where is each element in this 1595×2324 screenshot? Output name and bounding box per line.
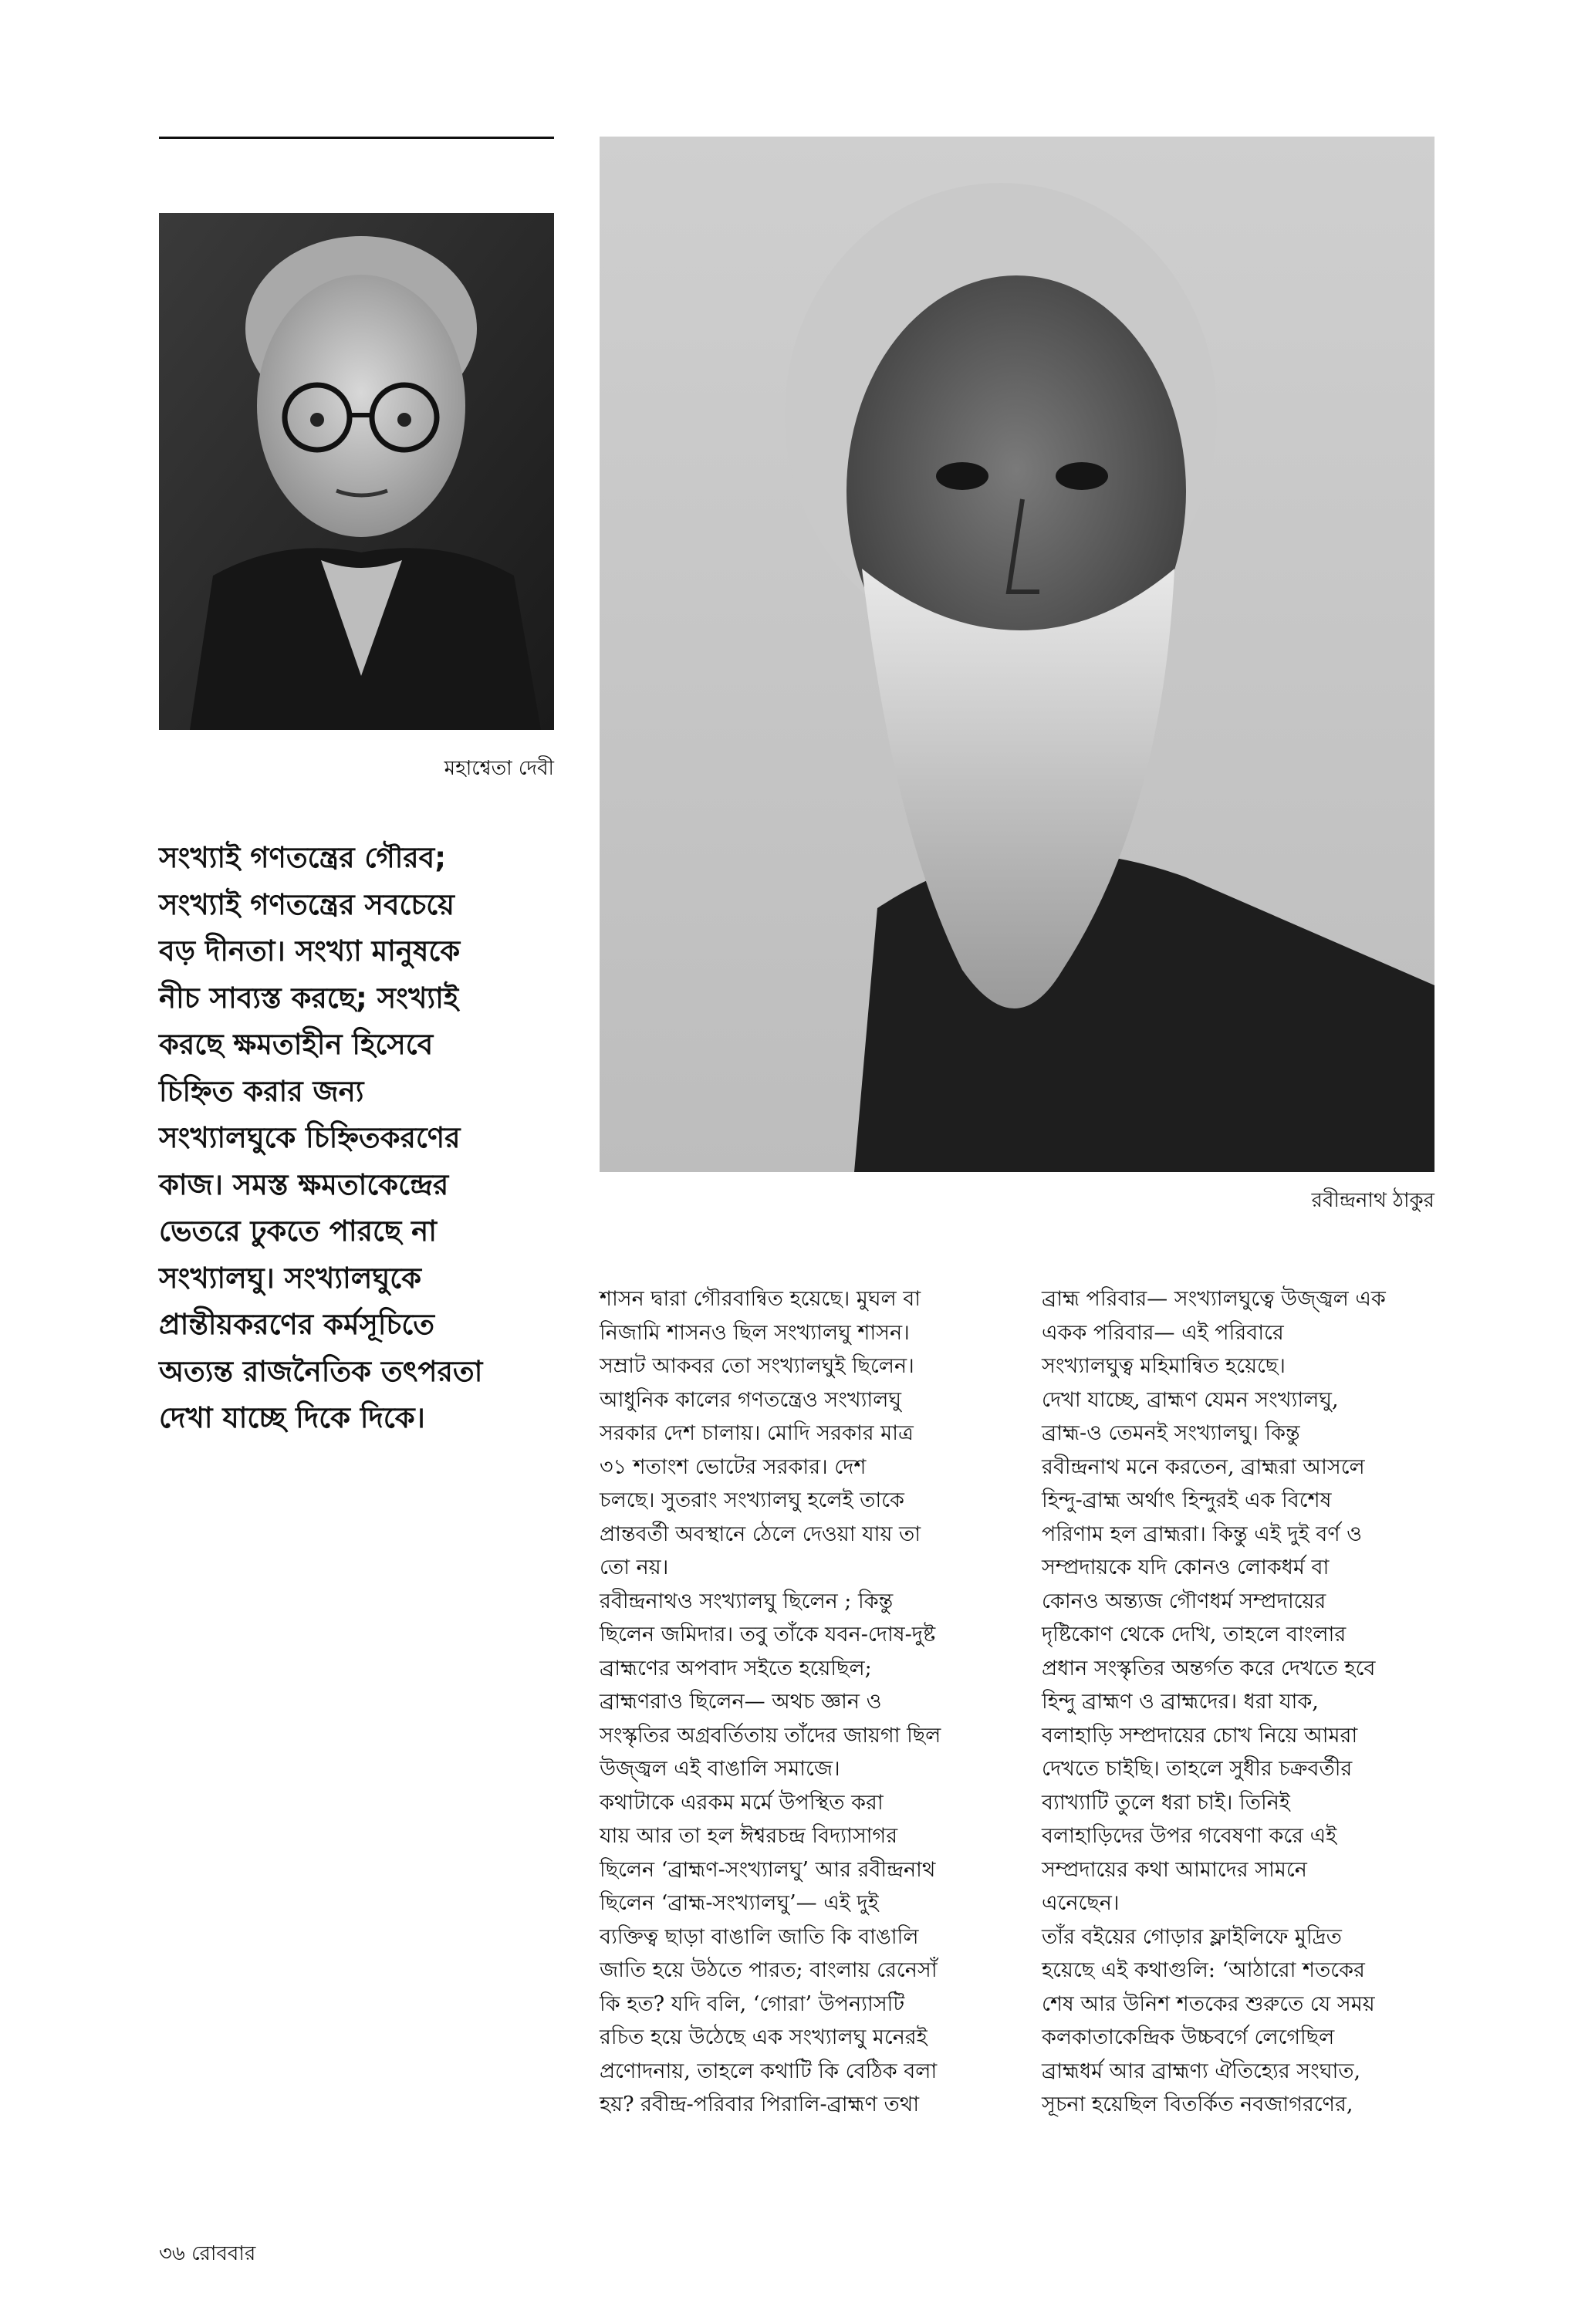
body-line: দৃষ্টিকোণ থেকে দেখি, তাহলে বাংলার xyxy=(1042,1623,1347,1647)
body-line: ছিলেন ‘ব্রাহ্ম-সংখ্যালঘু’— এই দুই xyxy=(600,1891,879,1915)
body-line: রবীন্দ্রনাথ মনে করতেন, ব্রাহ্মরা আসলে xyxy=(1042,1454,1365,1479)
body-line: কি হত? যদি বলি, ‘গোরা’ উপন্যাসটি xyxy=(600,1991,905,2016)
pull-quote-line: দেখা যাচ্ছে দিকে দিকে। xyxy=(159,1401,425,1434)
pull-quote-line: সংখ্যালঘুকে চিহ্নিতকরণের xyxy=(159,1121,461,1154)
body-line: সংখ্যালঘুত্ব মহিমান্বিত হয়েছে। xyxy=(1042,1354,1286,1378)
body-line: ব্রাহ্ম পরিবার— সংখ্যালঘুত্বে উজ্জ্বল এক xyxy=(1042,1287,1386,1311)
body-line: শেষ আর উনিশ শতকের শুরুতে যে সময় xyxy=(1042,1991,1375,2016)
body-line: রবীন্দ্রনাথও সংখ্যালঘু ছিলেন ; কিন্তু xyxy=(600,1589,894,1613)
body-line: বলাহাড়িদের উপর গবেষণা করে এই xyxy=(1042,1824,1337,1848)
portrait-photo-small xyxy=(159,213,554,730)
body-line: হয়? রবীন্দ্র-পরিবার পিরালি-ব্রাহ্মণ তথা xyxy=(600,2093,920,2116)
body-line: সম্প্রদায়ের কথা আমাদের সামনে xyxy=(1042,1857,1307,1882)
body-line: ব্রাহ্মধর্ম আর ব্রাহ্মণ্য ঐতিহ্যের সংঘাত, xyxy=(1042,2059,1361,2083)
body-line: প্রধান সংস্কৃতির অন্তর্গত করে দেখতে হবে xyxy=(1042,1656,1376,1681)
portrait-photo-large xyxy=(600,137,1434,1172)
pull-quote-line: সংখ্যাই গণতন্ত্রের গৌরব; xyxy=(159,841,447,874)
body-line: এনেছেন। xyxy=(1042,1891,1120,1915)
pull-quote-line: সংখ্যাই গণতন্ত্রের সবচেয়ে xyxy=(159,887,455,921)
body-line: ব্রাহ্ম-ও তেমনই সংখ্যালঘু। কিন্তু xyxy=(1042,1421,1300,1445)
body-line: হয়েছে এই কথাগুলি: ‘আঠারো শতকের xyxy=(1042,1958,1365,1982)
portrait-image-small xyxy=(159,213,554,730)
page-folio: ৩৬ রোববার xyxy=(159,2242,256,2265)
pull-quote-line: কাজ। সমস্ত ক্ষমতাকেন্দ্রের xyxy=(159,1167,449,1201)
body-line: তো নয়। xyxy=(600,1556,669,1579)
pull-quote-line: নীচ সাব্যস্ত করছে; সংখ্যাই xyxy=(159,981,459,1015)
pull-quote-line: অত্যন্ত রাজনৈতিক তৎপরতা xyxy=(159,1354,483,1388)
body-line: প্রান্তবর্তী অবস্থানে ঠেলে দেওয়া যায় তা xyxy=(600,1522,921,1546)
body-line: ছিলেন জমিদার। তবু তাঁকে যবন-দোষ-দুষ্ট xyxy=(600,1623,936,1647)
pull-quote-line: বড় দীনতা। সংখ্যা মানুষকে xyxy=(159,934,461,968)
body-line: দেখা যাচ্ছে, ব্রাহ্মণ যেমন সংখ্যালঘু, xyxy=(1042,1387,1339,1412)
body-line: তাঁর বইয়ের গোড়ার ফ্লাইলিফে মুদ্রিত xyxy=(1042,1924,1342,1949)
large-photo-caption: রবীন্দ্রনাথ ঠাকুর xyxy=(1311,1189,1434,1212)
body-line: কলকাতাকেন্দ্রিক উচ্চবর্গে লেগেছিল xyxy=(1042,2025,1335,2049)
body-line: জাতি হয়ে উঠতে পারত; বাংলায় রেনেসাঁ xyxy=(600,1958,938,1982)
body-line: ব্যাখ্যাটি তুলে ধরা চাই। তিনিই xyxy=(1042,1790,1290,1815)
body-line: কোনও অন্ত্যজ গৌণধর্ম সম্প্রদায়ের xyxy=(1042,1589,1326,1613)
body-line: পরিণাম হল ব্রাহ্মরা। কিন্তু এই দুই বর্ণ ও xyxy=(1042,1522,1363,1546)
small-photo-caption: মহাশ্বেতা দেবী xyxy=(444,757,554,780)
body-line: কথাটাকে এরকম মর্মে উপস্থিত করা xyxy=(600,1790,884,1815)
body-column-1 xyxy=(600,1282,1032,2122)
body-line: দেখতে চাইছি। তাহলে সুধীর চক্রবর্তীর xyxy=(1042,1757,1353,1781)
body-line: রচিত হয়ে উঠেছে এক সংখ্যালঘু মনেরই xyxy=(600,2025,928,2049)
body-line: ব্রাহ্মণের অপবাদ সইতে হয়েছিল; xyxy=(600,1656,872,1681)
body-line: ব্রাহ্মণরাও ছিলেন— অথচ জ্ঞান ও xyxy=(600,1690,882,1714)
pull-quote-line: চিহ্নিত করার জন্য xyxy=(159,1074,364,1108)
pull-quote-line: প্রান্তীয়করণের কর্মসূচিতে xyxy=(159,1308,434,1341)
body-line: নিজামি শাসনও ছিল সংখ্যালঘু শাসন। xyxy=(600,1320,910,1345)
body-line: চলছে। সুতরাং সংখ্যালঘু হলেই তাকে xyxy=(600,1488,904,1512)
body-line: প্রণোদনায়, তাহলে কথাটি কি বেঠিক বলা xyxy=(600,2059,938,2083)
body-line: ব্যক্তিত্ব ছাড়া বাঙালি জাতি কি বাঙালি xyxy=(600,1924,919,1949)
pull-quote-line: সংখ্যালঘু। সংখ্যালঘুকে xyxy=(159,1261,421,1295)
body-line: ছিলেন ‘ব্রাহ্মণ-সংখ্যালঘু’ আর রবীন্দ্রনাথ xyxy=(600,1857,936,1882)
body-line: হিন্দু-ব্রাহ্ম অর্থাৎ হিন্দুরই এক বিশেষ xyxy=(1042,1488,1332,1512)
body-line: হিন্দু ব্রাহ্মণ ও ব্রাহ্মদের। ধরা যাক, xyxy=(1042,1690,1319,1714)
body-line: আধুনিক কালের গণতন্ত্রেও সংখ্যালঘু xyxy=(600,1387,902,1412)
body-line: সম্প্রদায়কে যদি কোনও লোকধর্ম বা xyxy=(1042,1556,1330,1579)
portrait-image-large xyxy=(600,137,1434,1172)
body-line: শাসন দ্বারা গৌরবান্বিত হয়েছে। মুঘল বা xyxy=(600,1287,921,1311)
body-line: যায় আর তা হল ঈশ্বরচন্দ্র বিদ্যাসাগর xyxy=(600,1824,898,1848)
pull-quote-line: ভেতরে ঢুকতে পারছে না xyxy=(159,1214,437,1248)
body-line: সূচনা হয়েছিল বিতর্কিত নবজাগরণের, xyxy=(1042,2093,1353,2116)
body-line: ৩১ শতাংশ ভোটের সরকার। দেশ xyxy=(600,1454,867,1479)
body-line: সম্রাট আকবর তো সংখ্যালঘুই ছিলেন। xyxy=(600,1354,914,1378)
body-line: একক পরিবার— এই পরিবারে xyxy=(1042,1320,1284,1345)
body-line: সরকার দেশ চালায়। মোদি সরকার মাত্র xyxy=(600,1421,914,1445)
body-line: বলাহাড়ি সম্প্রদায়ের চোখ নিয়ে আমরা xyxy=(1042,1723,1358,1748)
body-column-2 xyxy=(1042,1282,1474,2122)
top-rule xyxy=(159,137,554,139)
pull-quote-line: করছে ক্ষমতাহীন হিসেবে xyxy=(159,1028,434,1061)
body-line: সংস্কৃতির অগ্রবর্তিতায় তাঁদের জায়গা ছিল xyxy=(600,1723,941,1748)
body-line: উজ্জ্বল এই বাঙালি সমাজে। xyxy=(600,1757,840,1781)
pull-quote xyxy=(159,835,576,1442)
